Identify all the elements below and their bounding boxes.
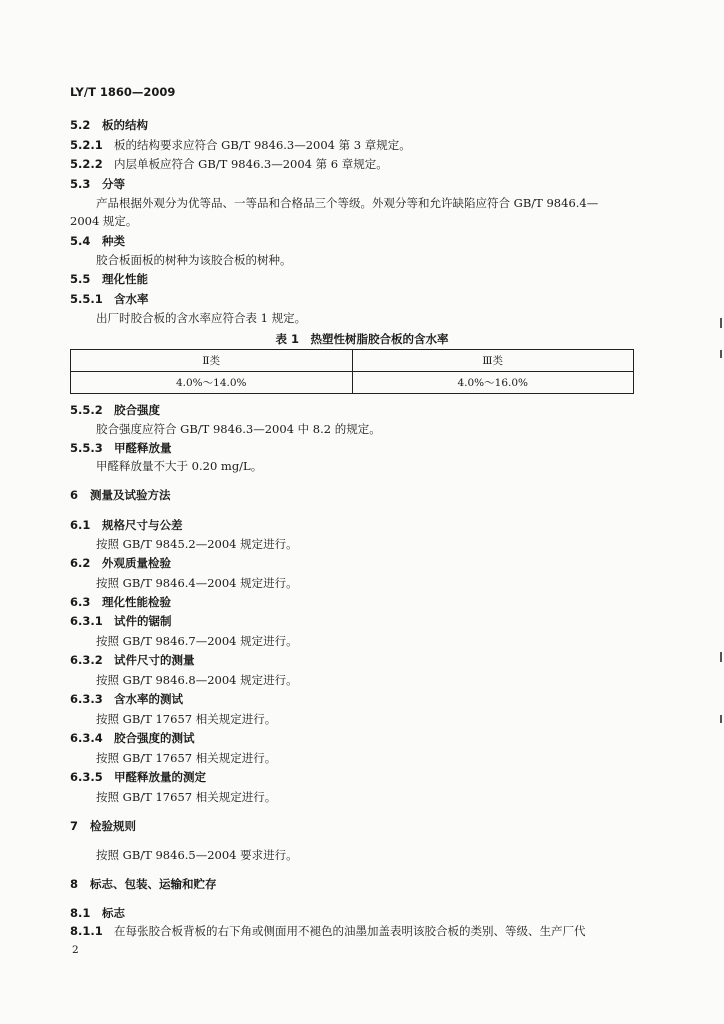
scan-margin-mark (720, 318, 722, 328)
section-number: 6.1 (70, 518, 91, 532)
section-title: 理化性能检验 (102, 595, 171, 609)
section-title: 标志 (102, 906, 125, 920)
section-title: 标志、包装、运输和贮存 (90, 877, 217, 891)
section-number: 6.3.5 (70, 770, 103, 784)
section-title: 甲醛释放量 (114, 441, 172, 455)
section-number: 8.1 (70, 906, 91, 920)
section-title: 内层单板应符合 GB/T 9846.3—2004 第 6 章规定。 (114, 157, 388, 171)
section-heading (70, 117, 148, 133)
section-number: 8 (70, 877, 79, 891)
section-title: 甲醛释放量的测定 (114, 770, 206, 784)
section-number: 5.3 (70, 177, 91, 191)
section-number: 5.2.2 (70, 157, 103, 171)
table-header-row (71, 350, 634, 372)
section-heading (70, 156, 388, 172)
paragraph-continuation: 2004 规定。 (70, 214, 138, 228)
table-row (71, 372, 634, 394)
section-number: 6.2 (70, 556, 91, 570)
section-heading (70, 233, 125, 249)
section-heading (70, 652, 195, 668)
section-title: 试件的锯制 (114, 614, 172, 628)
table-1-caption: 表 1 热塑性树脂胶合板的含水率 (275, 332, 449, 346)
table-header-class-2: Ⅱ类 (71, 350, 353, 372)
section-title: 含水率的测试 (114, 692, 183, 706)
section-number: 6.3.4 (70, 731, 103, 745)
section-title: 胶合强度 (114, 403, 160, 417)
section-heading (70, 691, 183, 707)
paragraph-text: 甲醛释放量不大于 0.20 mg/L。 (96, 459, 263, 473)
section-number: 6.3.3 (70, 692, 103, 706)
paragraph-text: 按照 GB/T 17657 相关规定进行。 (96, 790, 277, 804)
section-heading (70, 613, 172, 629)
section-heading (70, 271, 148, 287)
section-title: 在每张胶合板背板的右下角或侧面用不褪色的油墨加盖表明该胶合板的类别、等级、生产厂代 (114, 924, 586, 938)
paragraph-text: 按照 GB/T 9846.4—2004 规定进行。 (96, 576, 298, 590)
table-cell-class-2-value: 4.0%～14.0% (71, 372, 353, 394)
paragraph-text: 按照 GB/T 17657 相关规定进行。 (96, 712, 277, 726)
section-title: 外观质量检验 (102, 556, 171, 570)
section-title: 规格尺寸与公差 (102, 518, 183, 532)
section-number: 5.4 (70, 234, 91, 248)
document-header: LY/T 1860—2009 (70, 85, 176, 99)
section-number: 6.3.1 (70, 614, 103, 628)
scan-margin-mark (720, 715, 722, 723)
section-heading (70, 487, 171, 503)
section-number: 6 (70, 488, 79, 502)
paragraph-text: 按照 GB/T 9845.2—2004 规定进行。 (96, 537, 298, 551)
section-heading (70, 291, 149, 307)
table-header-class-3: Ⅲ类 (352, 350, 634, 372)
table-cell-class-3-value: 4.0%～16.0% (352, 372, 634, 394)
section-title: 板的结构要求应符合 GB/T 9846.3—2004 第 3 章规定。 (114, 138, 411, 152)
paragraph-text: 按照 GB/T 17657 相关规定进行。 (96, 751, 277, 765)
section-heading (70, 440, 172, 456)
section-title: 含水率 (114, 292, 149, 306)
section-heading (70, 402, 160, 418)
paragraph-text: 按照 GB/T 9846.5—2004 要求进行。 (96, 848, 298, 862)
section-heading (70, 137, 411, 153)
section-heading (70, 176, 125, 192)
section-number: 5.5.3 (70, 441, 103, 455)
section-number: 5.2 (70, 118, 91, 132)
section-heading (70, 594, 171, 610)
section-title: 分等 (102, 177, 125, 191)
section-heading (70, 818, 136, 834)
table-1-moisture-content (70, 349, 634, 394)
section-number: 5.5.2 (70, 403, 103, 417)
section-heading (70, 730, 195, 746)
section-title: 板的结构 (102, 118, 148, 132)
section-number: 5.2.1 (70, 138, 103, 152)
section-number: 7 (70, 819, 79, 833)
section-title: 理化性能 (102, 272, 148, 286)
section-title: 胶合强度的测试 (114, 731, 195, 745)
page-number: 2 (72, 944, 79, 956)
section-number: 5.5.1 (70, 292, 103, 306)
section-title: 试件尺寸的测量 (114, 653, 195, 667)
paragraph-text: 胶合板面板的树种为该胶合板的树种。 (96, 253, 292, 267)
section-title: 测量及试验方法 (90, 488, 171, 502)
section-heading (70, 555, 171, 571)
section-title: 检验规则 (90, 819, 136, 833)
section-heading (70, 923, 586, 939)
section-number: 6.3 (70, 595, 91, 609)
paragraph-text: 产品根据外观分为优等品、一等品和合格品三个等级。外观分等和允许缺陷应符合 GB/T 9846.4— (96, 196, 599, 210)
section-title: 种类 (102, 234, 125, 248)
scan-margin-mark (720, 350, 722, 358)
section-heading (70, 876, 217, 892)
section-heading (70, 905, 125, 921)
paragraph-text: 按照 GB/T 9846.7—2004 规定进行。 (96, 634, 298, 648)
section-number: 5.5 (70, 272, 91, 286)
section-number: 8.1.1 (70, 924, 103, 938)
paragraph-text: 按照 GB/T 9846.8—2004 规定进行。 (96, 673, 298, 687)
section-heading (70, 769, 206, 785)
section-number: 6.3.2 (70, 653, 103, 667)
section-heading (70, 517, 183, 533)
scan-margin-mark (720, 652, 722, 662)
paragraph-text: 胶合强度应符合 GB/T 9846.3—2004 中 8.2 的规定。 (96, 422, 381, 436)
paragraph-text: 出厂时胶合板的含水率应符合表 1 规定。 (96, 311, 307, 325)
